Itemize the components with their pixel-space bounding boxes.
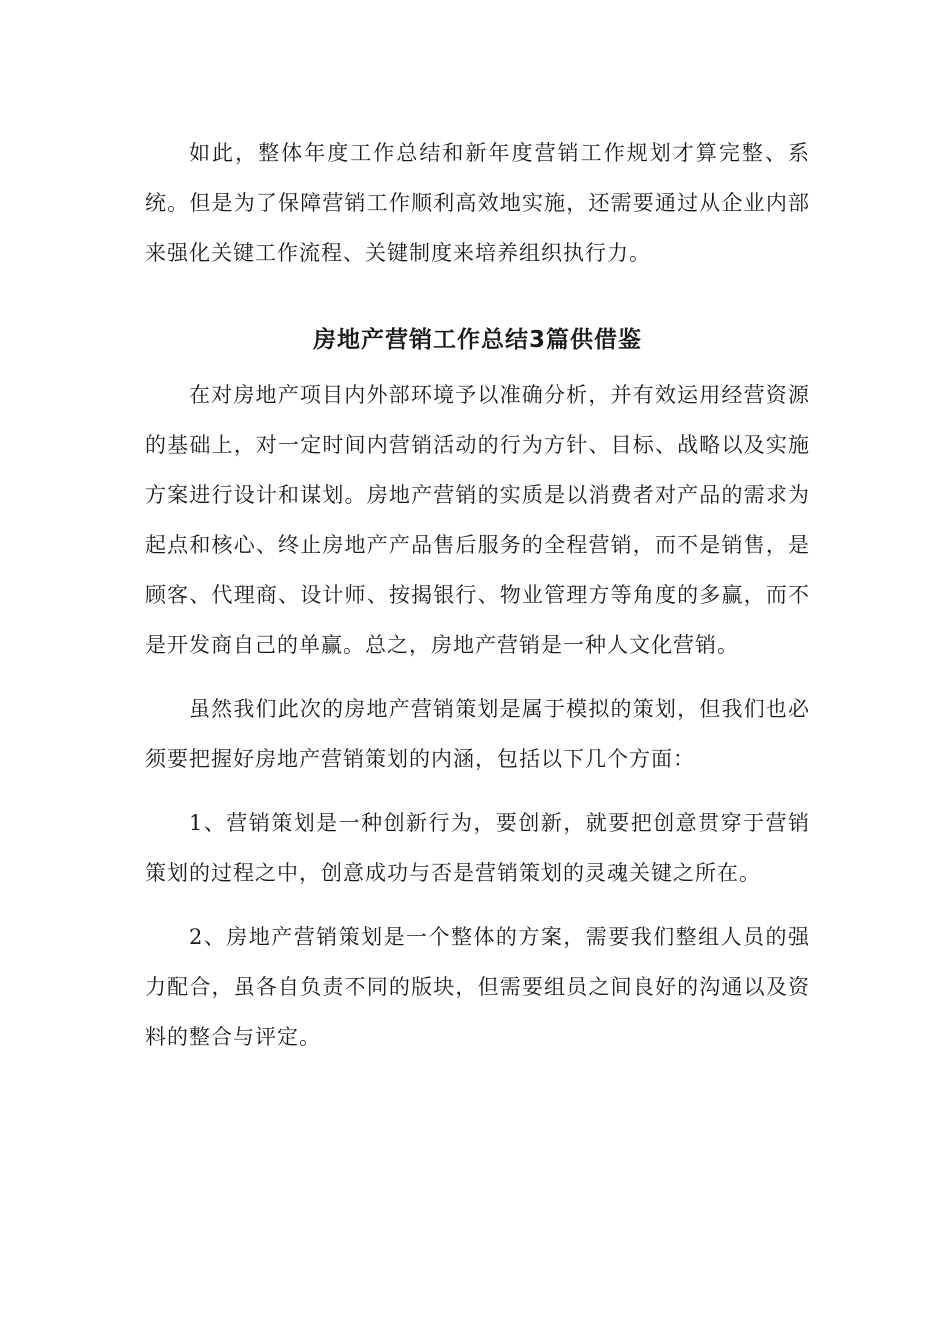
section-title: 房地产营销工作总结3篇供借鉴 <box>312 327 642 353</box>
paragraph-definition: 在对房地产项目内外部环境予以准确分析，并有效运用经营资源的基础上，对一定时间内营销活动的行为方针、目标、战略以及实施方案进行设计和谋划。房地产营销的实质是以消费者对产品的需求为起点和核心、终止房地产产品售后服务的全程营销，而不是销售，是顾客、代理商、设计师、按揭银行、物业管理方等角度的多赢，而不是开发商自己的单赢。总之，房地产营销是一种人文化营销。 <box>145 383 810 657</box>
paragraph-intro: 如此，整体年度工作总结和新年度营销工作规划才算完整、系统。但是为了保障营销工作顺利高效地实施，还需要通过从企业内部来强化关键工作流程、关键制度来培养组织执行力。 <box>145 141 810 265</box>
document-body <box>145 128 810 1062</box>
paragraph-point-1: 1、营销策划是一种创新行为，要创新，就要把创意贯穿于营销策划的过程之中，创意成功与否是营销策划的灵魂关键之所在。 <box>145 811 810 885</box>
paragraph-scope: 虽然我们此次的房地产营销策划是属于模拟的策划，但我们也必须要把握好房地产营销策划的内涵，包括以下几个方面： <box>145 697 810 771</box>
paragraph-point-2: 2、房地产营销策划是一个整体的方案，需要我们整组人员的强力配合，虽各自负责不同的版块，但需要组员之间良好的沟通以及资料的整合与评定。 <box>145 925 810 1049</box>
